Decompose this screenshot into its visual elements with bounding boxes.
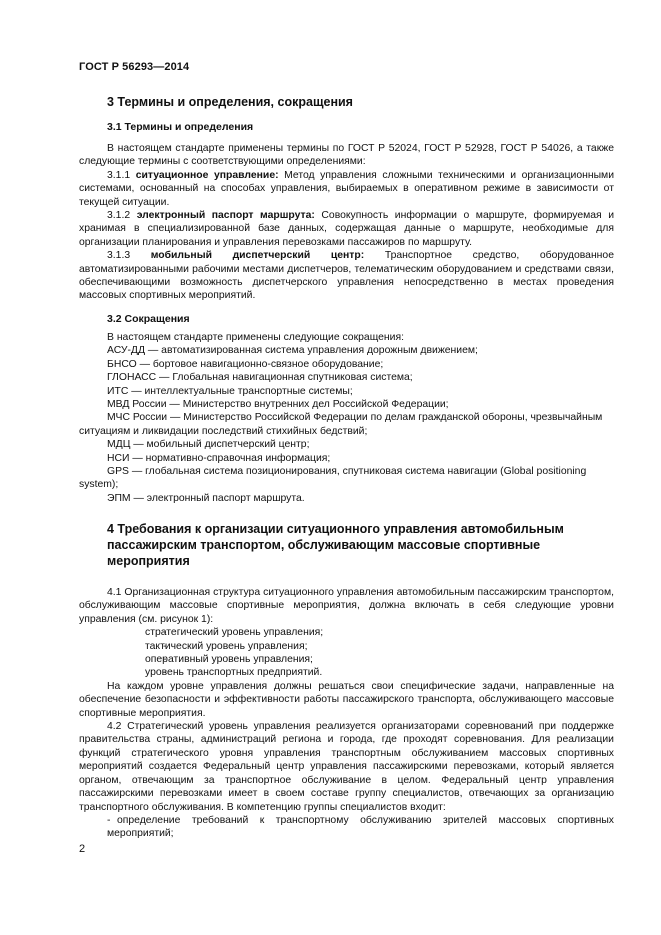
list-item: АСУ-ДД — автоматизированная система управления дорожным движением; — [107, 345, 478, 357]
term-3-1-2: 3.1.2 электронный паспорт маршрута: Совокупность информации о маршруте, формируемая и хранимая в специализированной базе данных, содержащая данные о маршруте, необходимые для организации планирования и управления перевозками пассажиров по маршруту. — [79, 210, 615, 248]
list-item: ГЛОНАСС — Глобальная навигационная спутниковая система; — [107, 372, 413, 384]
subsection-3-1-title: 3.1 Термины и определения — [107, 121, 254, 133]
term-3-1-1: 3.1.1 ситуационное управление: Метод управления сложными техническими и организационными системами, основанный на способах управления, выбираемых в оперативном режиме в зависимости от текущей ситуации. — [79, 169, 615, 208]
standard-header: ГОСТ Р 56293—2014 — [79, 61, 190, 73]
section-4-title: 4 Требования к организации ситуационного управления автомобильным пассажирским транспортом, обслуживающим массовые спортивные мероприятия — [107, 522, 564, 568]
paragraph-each-level: На каждом уровне управления должны решаться свои специфические задачи, направленные на обеспечение безопасности и эффективности работы пассажирского транспорта, обслуживающего массовые спортивные мероприятия. — [79, 680, 614, 719]
section-3-1-body — [79, 142, 614, 303]
list-item: БНСО — бортовое навигационно-связное оборудование; — [107, 358, 384, 370]
list-item: НСИ — нормативно-справочная информация; — [107, 452, 331, 464]
term-3-1-3: 3.1.3 мобильный диспетчерский центр: Транспортное средство, оборудованное автоматизированными рабочими местами диспетчеров, телематическим оборудованием и средствами связи, обеспечивающими возможность диспетчерского управления непосредственно в местах проведения массовых спортивных мероприятий. — [79, 250, 614, 302]
list-item: - стратегический уровень управления; — [79, 626, 614, 639]
abbr-intro: В настоящем стандарте применены следующие сокращения: — [107, 332, 404, 343]
list-item: МВД России — Министерство внутренних дел Российской Федерации; — [107, 399, 449, 411]
subsection-3-2-title: 3.2 Сокращения — [107, 313, 190, 325]
section-4-body — [79, 586, 614, 841]
list-item: ЭПМ — электронный паспорт маршрута. — [107, 492, 305, 504]
list-item: МДЦ — мобильный диспетчерский центр; — [107, 439, 310, 451]
list-item: - уровень транспортных предприятий. — [79, 666, 614, 679]
list-item: GPS — глобальная система позиционирования, спутниковая система навигации (Global positioning system); — [79, 466, 587, 491]
intro-paragraph: В настоящем стандарте применены термины по ГОСТ Р 52024, ГОСТ Р 52928, ГОСТ Р 54026, а также следующие термины с соответствующими определениями: — [79, 143, 614, 168]
list-item: - определение требований к транспортному обслуживанию зрителей массовых спортивных мероприятий; — [79, 814, 614, 841]
paragraph-4-2: 4.2 Стратегический уровень управления реализуется организаторами соревнований при поддержке правительства страны, администраций региона и города, где проходят соревнования. Для реализации функций стратегического уровня управления транспортным обслуживанием массовых спортивных мероприятий создается Федеральный центр управления пассажирскими перевозками, который является органом, отвечающим за транспортное обслуживание в целом. Федеральный центр управления пассажирскими перевозками имеет в своем составе группу специалистов, отвечающих за организацию транспортного обслуживания. В компетенцию группы специалистов входит: — [79, 721, 614, 813]
page-number: 2 — [79, 843, 86, 855]
abbreviations-list — [79, 331, 614, 505]
list-item: МЧС России — Министерство Российской Федерации по делам гражданской обороны, чрезвычайным ситуациям и ликвидации последствий стихийных бедствий; — [79, 412, 603, 437]
list-item: - тактический уровень управления; — [79, 640, 614, 653]
list-item: - оперативный уровень управления; — [79, 653, 614, 666]
paragraph-4-1: 4.1 Организационная структура ситуационного управления автомобильным пассажирским транспортом, обслуживающим массовые спортивные мероприятия, должна включать в себя следующие уровни управления (см. рисунок 1): — [79, 587, 614, 625]
list-item: ИТС — интеллектуальные транспортные системы; — [107, 385, 353, 397]
section-3-title: 3 Термины и определения, сокращения — [107, 95, 353, 109]
